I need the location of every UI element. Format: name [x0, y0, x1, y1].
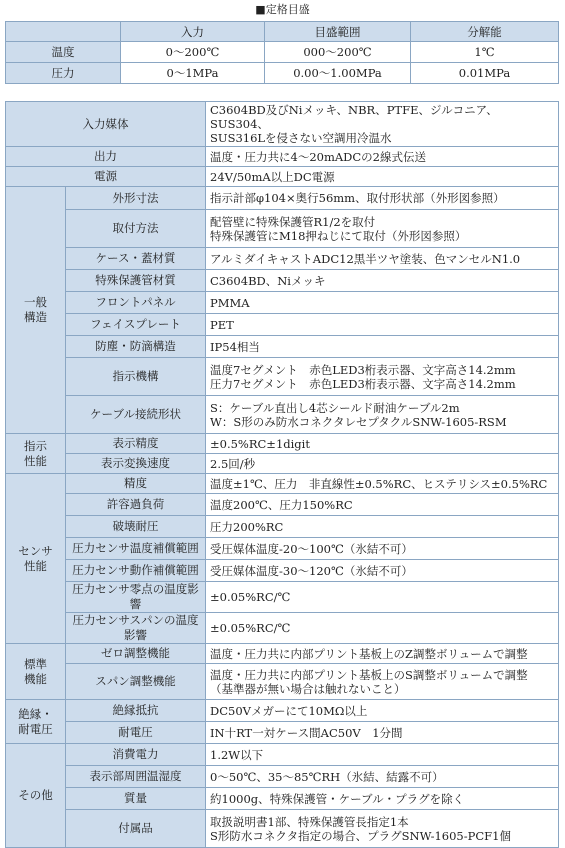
spec-value-line: C3604BD、Niメッキ [210, 273, 326, 288]
spec-label: フロントパネル [66, 292, 206, 314]
spec-label: 出力 [6, 147, 206, 167]
spec-category-line: 構造 [24, 310, 47, 324]
table-caption: ■定格目盛 [255, 3, 310, 16]
spec-label: 圧力センサ零点の温度影響 [66, 582, 206, 613]
spec-value [206, 582, 559, 613]
spec-row [6, 744, 559, 766]
spec-label: スパン調整機能 [66, 664, 206, 700]
spec-label: ケース・蓋材質 [66, 248, 206, 270]
spec-label: 圧力センサ温度補償範囲 [66, 538, 206, 560]
spec-value [206, 613, 559, 644]
spec-row [6, 538, 559, 560]
spec-value [206, 292, 559, 314]
spec-row [6, 248, 559, 270]
spec-value-line: 温度7セグメント 赤色LED3桁表示器、文字高さ14.2mm [210, 362, 516, 377]
spec-row [6, 494, 559, 516]
spec-value [206, 270, 559, 292]
spec-value-line: IN十RT一対ケース間AC50V 1分間 [210, 725, 403, 740]
spec-category [6, 644, 66, 700]
spec-value [206, 744, 559, 766]
spec-value-line: 圧力200%RC [210, 519, 284, 534]
spec-value [206, 766, 559, 788]
spec-value [206, 516, 559, 538]
spec-value [206, 147, 559, 167]
spec-category-line: 一般 [24, 295, 47, 309]
spec-value-line: IP54相当 [210, 339, 260, 354]
spec-value-line: 約1000g、特殊保護管・ケーブル・プラグを除く [210, 791, 465, 806]
spec-category-line: その他 [18, 788, 53, 802]
spec-value-line: S形防水コネクタ指定の場合、プラグSNW-1605-PCF1個 [210, 828, 511, 843]
rating-cell: 0.01MPa [411, 63, 559, 84]
spec-row [6, 396, 559, 434]
spec-value-line: DC50Vメガーにて10MΩ以上 [210, 703, 368, 718]
rating-cell: 1℃ [411, 42, 559, 63]
spec-category [6, 187, 66, 434]
spec-label: 許容過負荷 [66, 494, 206, 516]
spec-value-line: 2.5回/秒 [210, 456, 256, 471]
rating-cell: 0.00〜1.00MPa [265, 63, 411, 84]
spec-value [206, 187, 559, 210]
spec-label: 圧力センサ動作補償範囲 [66, 560, 206, 582]
spec-value [206, 434, 559, 454]
spec-row [6, 474, 559, 494]
spec-value-line: 1.2W以下 [210, 747, 264, 762]
spec-row [6, 613, 559, 644]
spec-row [6, 434, 559, 454]
spec-value [206, 102, 559, 147]
spec-table [5, 101, 559, 848]
spec-value-line: W：S形のみ防水コネクタレセプタクルSNW-1605-RSM [210, 414, 507, 429]
spec-row [6, 358, 559, 396]
spec-value-line: S：ケーブル直出し4芯シールド耐油ケーブル2m [210, 400, 460, 415]
rating-scale-table [5, 21, 559, 84]
spec-label: ケーブル接続形状 [66, 396, 206, 434]
spec-label: 防塵・防滴構造 [66, 336, 206, 358]
spec-value-line: 温度・圧力共に4〜20mADCの2線式伝送 [210, 149, 426, 164]
spec-value-line: ±0.05%RC/℃ [210, 590, 291, 604]
spec-value-line: 温度・圧力共に内部プリント基板上のZ調整ボリュームで調整 [210, 646, 528, 661]
spec-value-line: 圧力7セグメント 赤色LED3桁表示器、文字高さ14.2mm [210, 376, 516, 391]
spec-value [206, 248, 559, 270]
spec-label: 表示変換速度 [66, 454, 206, 474]
spec-label: 指示機構 [66, 358, 206, 396]
spec-row [6, 582, 559, 613]
rating-row-pressure [6, 63, 559, 84]
spec-value [206, 336, 559, 358]
spec-label: 付属品 [66, 810, 206, 848]
spec-value [206, 560, 559, 582]
spec-category-line: 絶縁・ [18, 706, 53, 721]
spec-row [6, 210, 559, 248]
spec-row [6, 292, 559, 314]
spec-value-line: PMMA [210, 295, 250, 310]
spec-category-line: 標準 [24, 656, 47, 671]
spec-value [206, 210, 559, 248]
spec-category-line: 指示 [24, 438, 47, 453]
spec-row [6, 700, 559, 722]
spec-label: 表示精度 [66, 434, 206, 454]
spec-value-line: 指示計部φ104×奥行56mm、取付形状部（外形図参照） [210, 191, 505, 205]
spec-value [206, 474, 559, 494]
spec-category-line: 性能 [24, 453, 47, 468]
spec-value-line: アルミダイキャストADC12黒半ツヤ塗装、色マンセルN1.0 [210, 251, 521, 266]
spec-row [6, 722, 559, 744]
spec-value [206, 314, 559, 336]
spec-category-line: 性能 [24, 558, 47, 573]
rating-header-resolution: 分解能 [411, 22, 559, 42]
spec-label: 質量 [66, 788, 206, 810]
spec-label: 外形寸法 [66, 187, 206, 210]
spec-category [6, 744, 66, 848]
rating-cell: 0〜200℃ [121, 42, 265, 63]
spec-row [6, 314, 559, 336]
rating-corner-cell [6, 22, 121, 42]
spec-value-line: 温度・圧力共に内部プリント基板上のS調整ボリュームで調整 [210, 667, 528, 682]
spec-category [6, 700, 66, 744]
spec-label: フェイスプレート [66, 314, 206, 336]
spec-value [206, 358, 559, 396]
spec-value-line: 取扱説明書1部、特殊保護管長指定1本 [210, 814, 409, 829]
spec-label: 耐電圧 [66, 722, 206, 744]
spec-value-line: ±0.5%RC±1digit [210, 436, 310, 451]
spec-value-line: C3604BD及びNiメッキ、NBR、PTFE、ジルコニア、SUS304、 [210, 103, 498, 131]
spec-row [6, 147, 559, 167]
spec-row [6, 788, 559, 810]
spec-row [6, 187, 559, 210]
spec-value [206, 167, 559, 187]
spec-value-line: SUS316Lを侵さない空調用冷温水 [210, 131, 392, 145]
spec-label: 取付方法 [66, 210, 206, 248]
spec-category [6, 434, 66, 474]
spec-value-line: 24V/50mA以上DC電源 [210, 169, 335, 184]
spec-row [6, 102, 559, 147]
spec-label: 入力媒体 [6, 102, 206, 147]
spec-label: 電源 [6, 167, 206, 187]
spec-row [6, 560, 559, 582]
spec-row [6, 270, 559, 292]
spec-row [6, 516, 559, 538]
spec-row [6, 167, 559, 187]
spec-label: 破壊耐圧 [66, 516, 206, 538]
spec-category-line: センサ [18, 543, 53, 558]
spec-row [6, 810, 559, 848]
spec-value-line: 受圧媒体温度-20〜100℃（氷結不可） [210, 541, 413, 556]
spec-value-line: 配管壁に特殊保護管R1/2を取付 [210, 214, 376, 229]
spec-value [206, 494, 559, 516]
rating-header-input: 入力 [121, 22, 265, 42]
spec-value-line: 0〜50℃、35〜85℃RH（氷結、結露不可） [210, 769, 444, 784]
rating-row-temperature [6, 42, 559, 63]
spec-label: 消費電力 [66, 744, 206, 766]
rating-header-row [6, 22, 559, 42]
spec-row [6, 766, 559, 788]
spec-value-line: 温度±1℃、圧力 非直線性±0.5%RC、ヒステリシス±0.5%RC [210, 476, 548, 491]
spec-value [206, 454, 559, 474]
spec-value [206, 810, 559, 848]
spec-label: 絶縁抵抗 [66, 700, 206, 722]
spec-value-line: 特殊保護管にM18押ねじにて取付（外形図参照） [210, 228, 467, 243]
spec-label: 表示部周囲温湿度 [66, 766, 206, 788]
spec-value [206, 788, 559, 810]
spec-value [206, 644, 559, 664]
rating-row-label: 温度 [6, 42, 121, 63]
spec-category-line: 機能 [24, 671, 47, 686]
spec-value-line: ±0.05%RC/℃ [210, 621, 291, 635]
spec-value-line: 温度200℃、圧力150%RC [210, 497, 353, 512]
rating-cell: 0〜1MPa [121, 63, 265, 84]
rating-header-range: 目盛範囲 [265, 22, 411, 42]
spec-value-line: PET [210, 317, 234, 332]
spec-label: 特殊保護管材質 [66, 270, 206, 292]
spec-category-line: 耐電圧 [18, 721, 53, 736]
rating-row-label: 圧力 [6, 63, 121, 84]
spec-label: ゼロ調整機能 [66, 644, 206, 664]
spec-value-line: 受圧媒体温度-30〜120℃（氷結不可） [210, 563, 413, 578]
spec-value [206, 664, 559, 700]
spec-table-body [6, 102, 559, 848]
rating-cell: 000〜200℃ [265, 42, 411, 63]
spec-value [206, 700, 559, 722]
spec-row [6, 454, 559, 474]
spec-row [6, 644, 559, 664]
spec-value [206, 396, 559, 434]
spec-category [6, 474, 66, 644]
spec-label: 圧力センサスパンの温度影響 [66, 613, 206, 644]
spec-value [206, 538, 559, 560]
spec-row [6, 664, 559, 700]
spec-row [6, 336, 559, 358]
spec-value-line: （基準器が無い場合は触れないこと） [210, 681, 406, 696]
spec-label: 精度 [66, 474, 206, 494]
spec-value [206, 722, 559, 744]
